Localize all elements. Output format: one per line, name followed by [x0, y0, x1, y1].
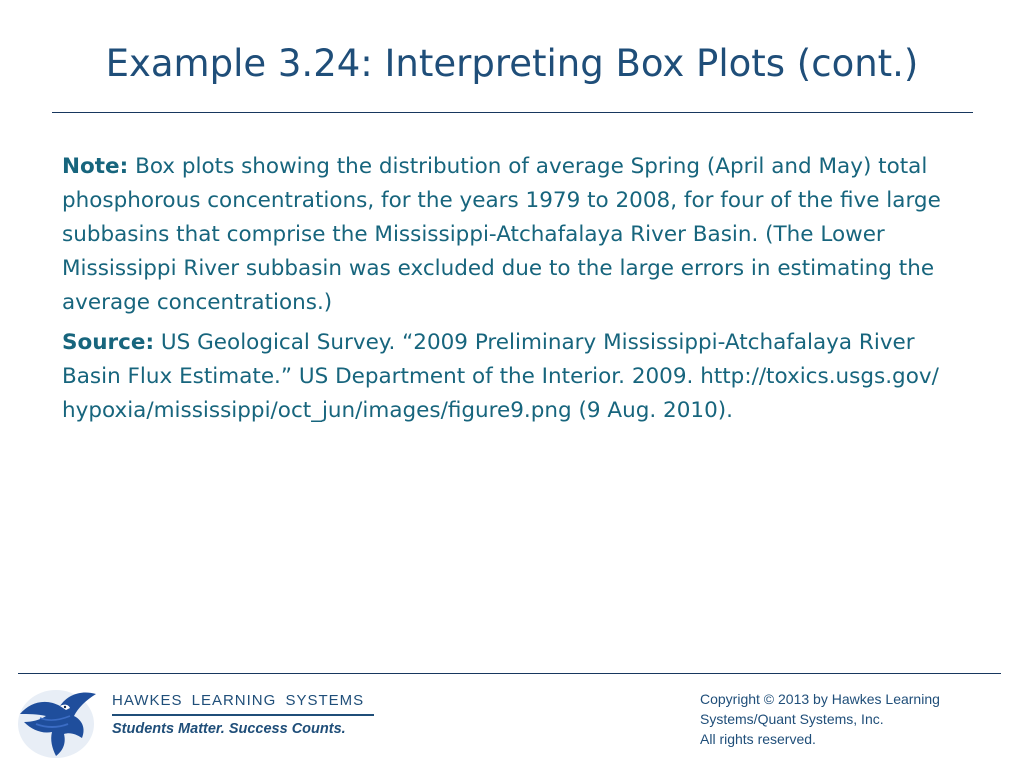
- note-text: Box plots showing the distribution of average Spring (April and May) total phosphorous concentrations, for the years 1979 to 2008, for four of the five large subbasins that comprise the Mississippi-Atchafalaya River Basin. (The Lower Mississippi River subbasin was excluded due to the large errors in estimating the average concentrations.): [62, 154, 941, 315]
- copyright-line: Systems/Quant Systems, Inc.: [700, 711, 884, 727]
- slide-title: Example 3.24: Interpreting Box Plots (cont.): [105, 42, 919, 85]
- copyright-line: Copyright © 2013 by Hawkes Learning: [700, 691, 940, 707]
- brand-tagline: Students Matter. Success Counts.: [112, 721, 346, 737]
- copyright-notice: [700, 689, 1000, 749]
- eagle-logo-icon: [16, 684, 100, 760]
- title-divider: [52, 112, 973, 113]
- slide-body: [62, 150, 962, 434]
- brand-underline: [112, 714, 374, 716]
- brand-name: HAWKES LEARNING SYSTEMS: [112, 692, 365, 709]
- source-paragraph: [62, 326, 962, 428]
- note-label: Note:: [62, 154, 129, 179]
- source-text: US Geological Survey. “2009 Preliminary Mississippi-Atchafalaya River Basin Flux Estimate.” US Department of the Interior. 2009. http://toxics.usgs.gov/ hypoxia/mississippi/oct_jun/images/figure9.png (9 Aug. 2010).: [62, 330, 939, 423]
- note-paragraph: [62, 150, 962, 320]
- source-label: Source:: [62, 330, 155, 355]
- footer-divider: [18, 673, 1001, 674]
- copyright-line: All rights reserved.: [700, 731, 816, 747]
